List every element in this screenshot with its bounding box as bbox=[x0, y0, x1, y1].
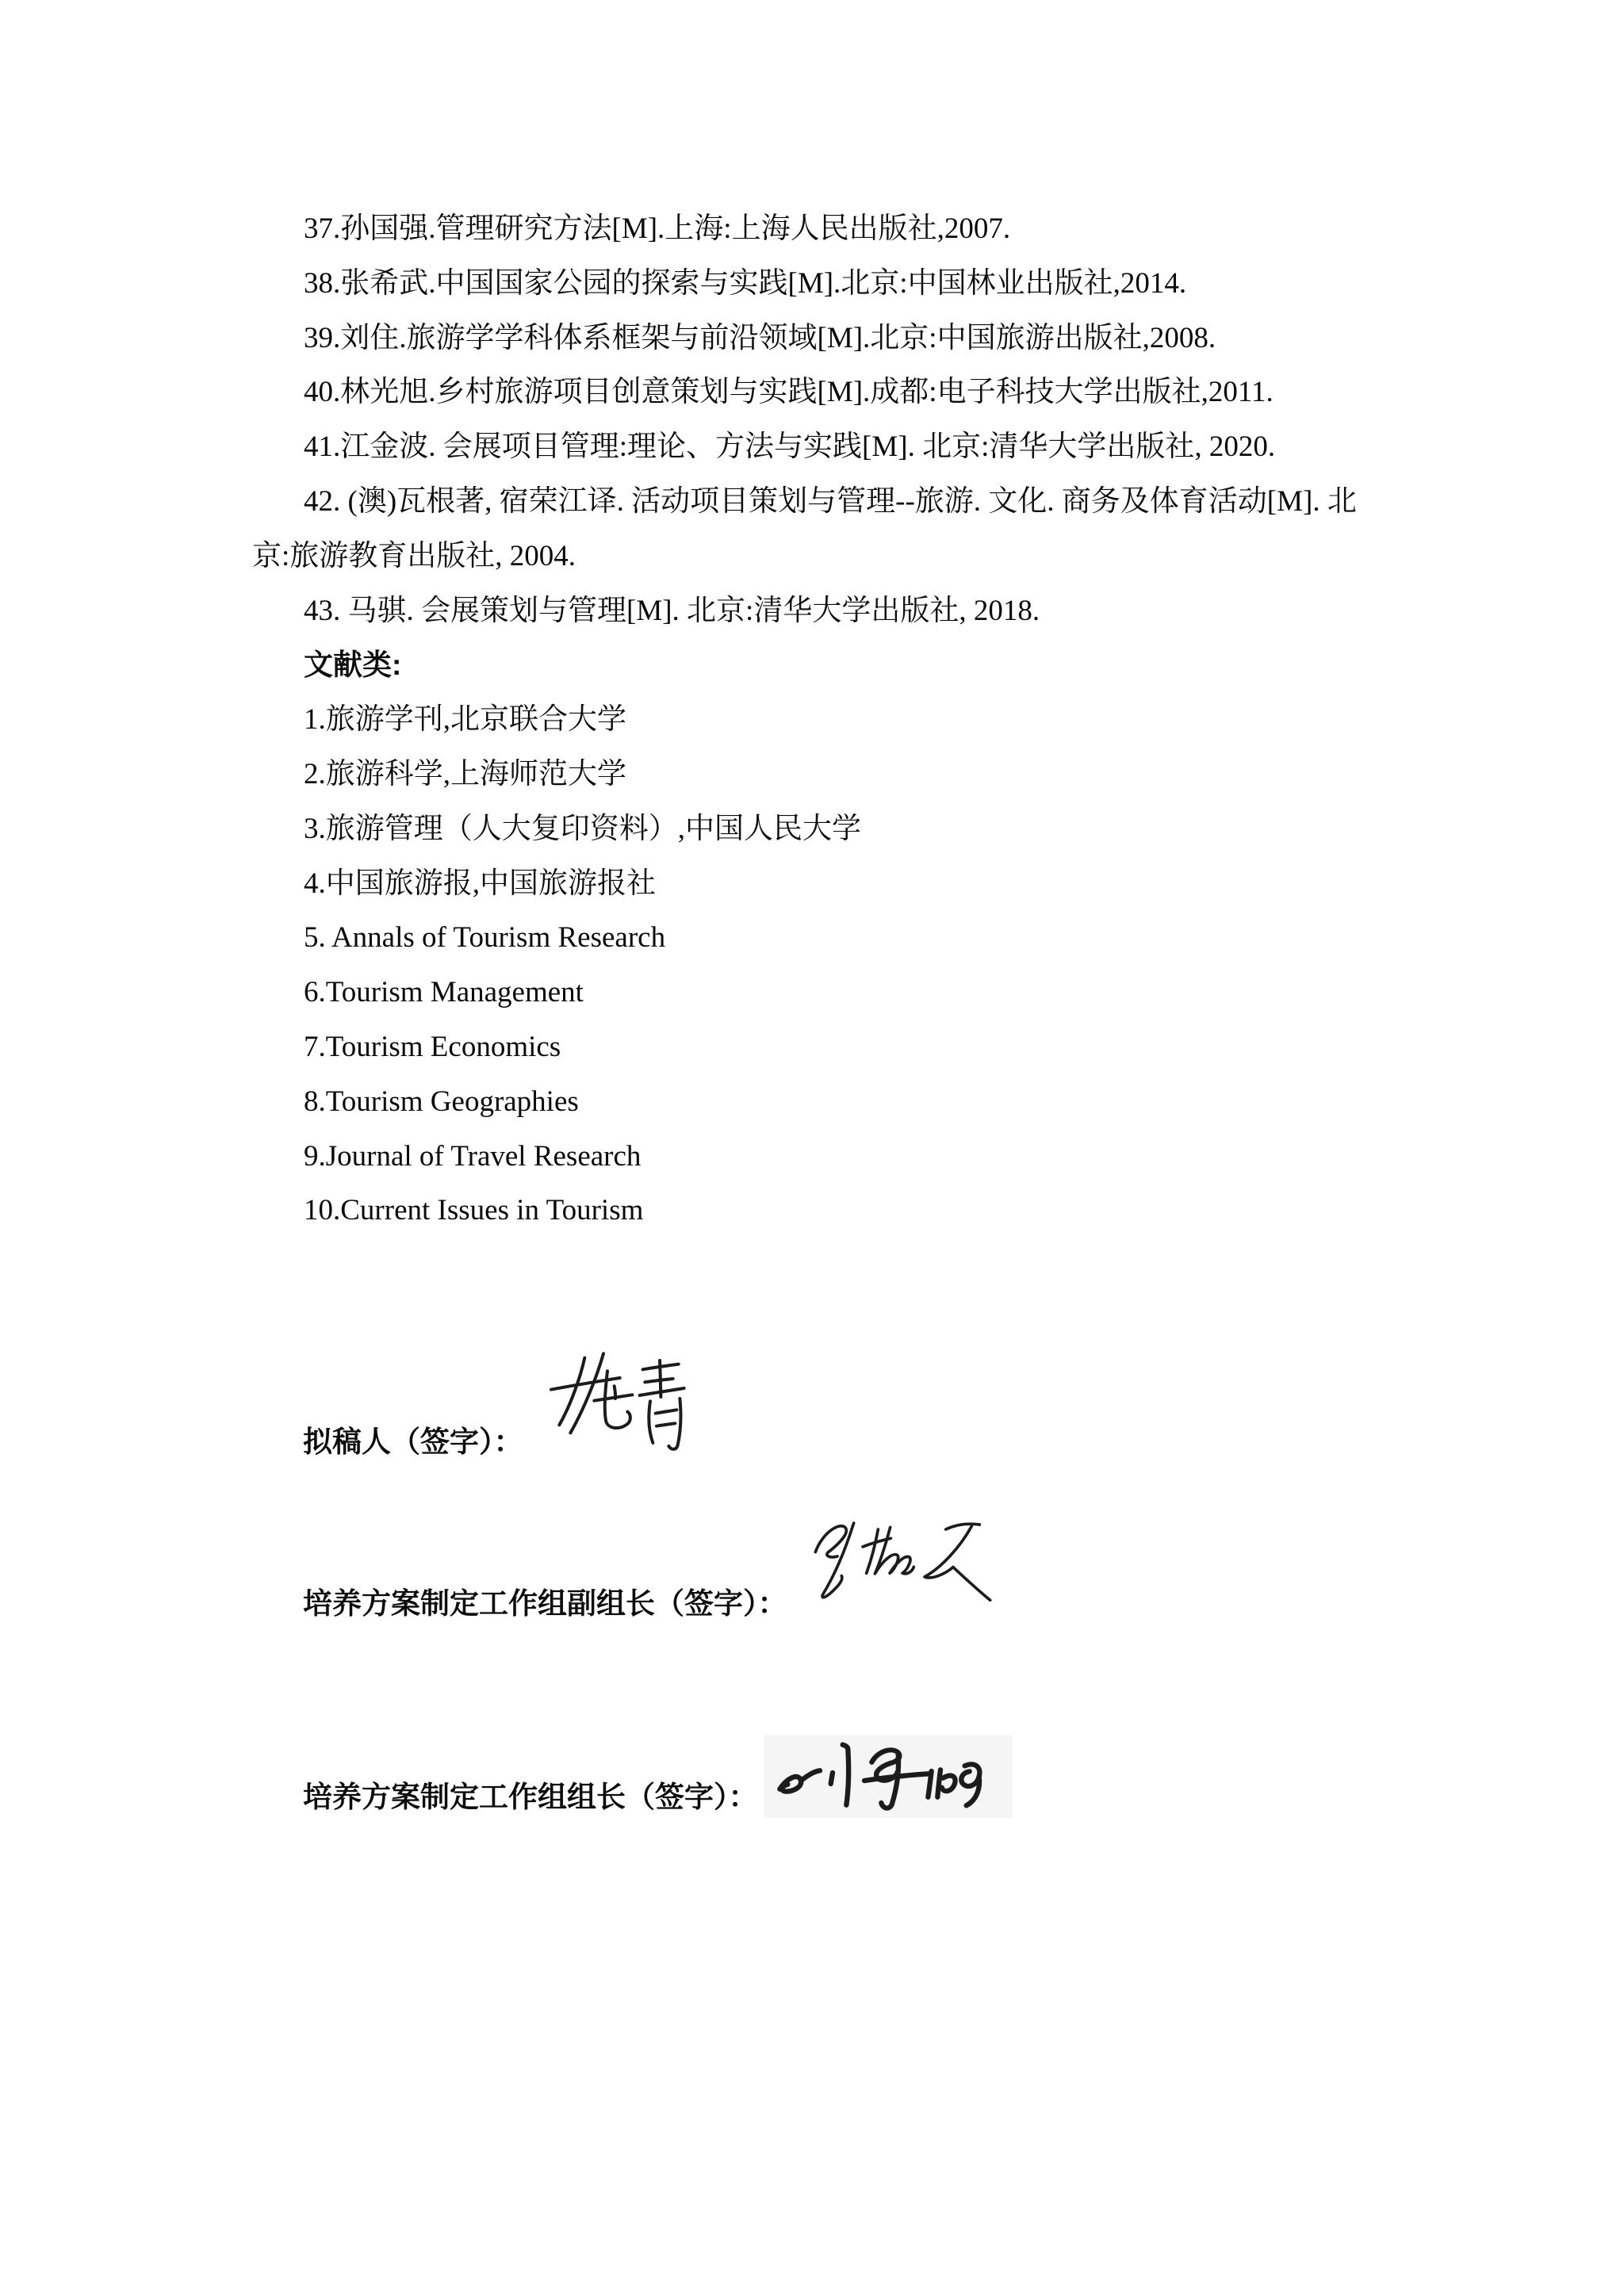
journal-line: 9.Journal of Travel Research bbox=[304, 1139, 642, 1173]
journal-line: 3.旅游管理（人大复印资料）,中国人民大学 bbox=[304, 812, 861, 845]
journal-line: 2.旅游科学,上海师范大学 bbox=[304, 757, 626, 790]
drafter-handwritten-signature bbox=[539, 1332, 714, 1467]
reference-line-continuation: 京:旅游教育出版社, 2004. bbox=[252, 539, 576, 572]
leader-signature-label: 培养方案制定工作组组长（签字）： bbox=[303, 1781, 758, 1813]
leader-handwritten-signature bbox=[753, 1712, 1197, 1823]
journal-line: 8.Tourism Geographies bbox=[304, 1085, 579, 1118]
drafter-signature-label: 拟稿人（签字）： bbox=[303, 1425, 523, 1458]
journal-line: 4.中国旅游报,中国旅游报社 bbox=[304, 867, 656, 900]
deputy-leader-handwritten-signature bbox=[809, 1510, 1015, 1621]
reference-line: 37.孙国强.管理研究方法[M].上海:上海人民出版社,2007. bbox=[304, 212, 1011, 245]
reference-line: 42. (澳)瓦根著, 宿荣江译. 活动项目策划与管理--旅游. 文化. 商务及体育活动[M]. 北 bbox=[304, 484, 1357, 518]
literature-section-heading: 文献类: bbox=[304, 649, 402, 682]
journal-line: 5. Annals of Tourism Research bbox=[304, 921, 666, 955]
reference-line: 41.江金波. 会展项目管理:理论、方法与实践[M]. 北京:清华大学出版社, 2020. bbox=[304, 430, 1276, 464]
journal-line: 6.Tourism Management bbox=[304, 976, 584, 1009]
reference-line: 38.张希武.中国国家公园的探索与实践[M].北京:中国林业出版社,2014. bbox=[304, 266, 1187, 300]
journal-line: 10.Current Issues in Tourism bbox=[304, 1194, 644, 1227]
reference-line: 43. 马骐. 会展策划与管理[M]. 北京:清华大学出版社, 2018. bbox=[304, 594, 1040, 627]
journal-line: 1.旅游学刊,北京联合大学 bbox=[304, 703, 626, 737]
reference-line: 39.刘住.旅游学学科体系框架与前沿领域[M].北京:中国旅游出版社,2008. bbox=[304, 321, 1216, 354]
reference-line: 40.林光旭.乡村旅游项目创意策划与实践[M].成都:电子科技大学出版社,2011. bbox=[304, 376, 1274, 409]
journal-line: 7.Tourism Economics bbox=[304, 1030, 561, 1063]
reference-list bbox=[252, 202, 1378, 1238]
deputy-leader-signature-label: 培养方案制定工作组副组长（签字）： bbox=[303, 1587, 787, 1620]
